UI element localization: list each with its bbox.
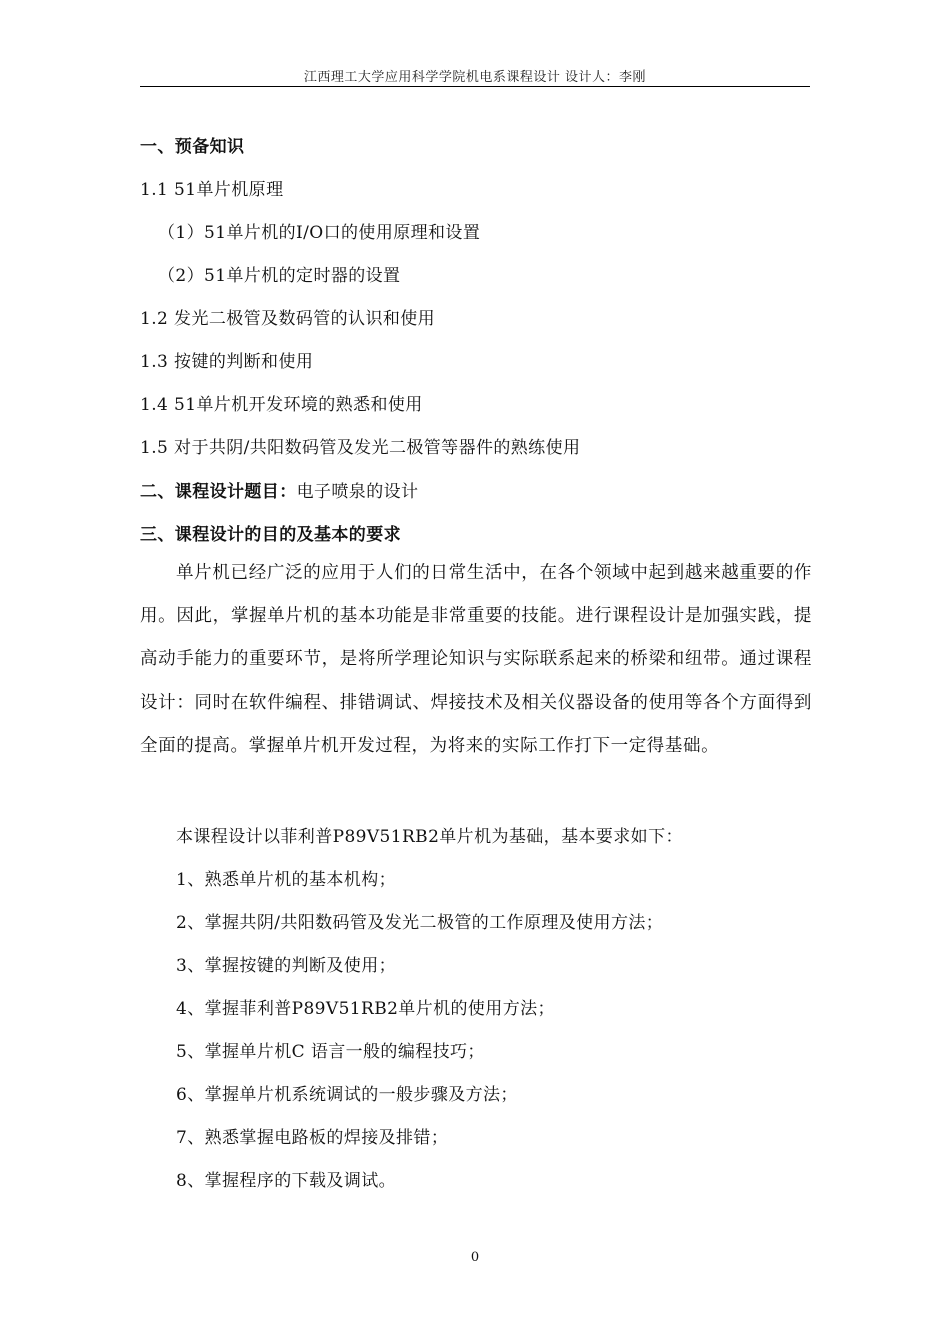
requirement-item: 6、掌握单片机系统调试的一般步骤及方法； [176,1085,518,1105]
requirement-item: 4、掌握菲利普P89V51RB2单片机的使用方法； [176,999,555,1019]
page-number: 0 [470,1250,480,1265]
section-2 [140,477,418,502]
section-2-label: 二、课程设计题目： [140,482,297,502]
body-paragraph-2: 本课程设计以菲利普P89V51RB2单片机为基础，基本要求如下： [176,827,683,847]
requirement-item: 3、掌握按键的判断及使用； [176,956,397,976]
section-2-value: 电子喷泉的设计 [296,482,419,502]
section-3-title: 三、课程设计的目的及基本的要求 [140,525,401,545]
section-1-5: 1.5 对于共阴/共阳数码管及发光二极管等器件的熟练使用 [140,438,581,458]
requirement-item: 7、熟悉掌握电路板的焊接及排错； [176,1128,449,1148]
section-1-1-b: （2）51单片机的定时器的设置 [158,266,401,286]
section-1-2: 1.2 发光二极管及数码管的认识和使用 [140,309,436,329]
section-1-1: 1.1 51单片机原理 [140,180,284,200]
section-1-title: 一、预备知识 [140,137,245,157]
requirement-item: 2、掌握共阴/共阳数码管及发光二极管的工作原理及使用方法； [176,913,664,933]
section-1-1-a: （1）51单片机的I/O口的使用原理和设置 [158,223,481,243]
page-header: 江西理工大学应用科学学院机电系课程设计 设计人：李刚 [303,70,647,85]
body-paragraph-1: 单片机已经广泛的应用于人们的日常生活中，在各个领域中起到越来越重要的作用。因此，掌握单片机的基本功能是非常重要的技能。进行课程设计是加强实践，提高动手能力的重要环节，是将所学理论知识与实际联系起来的桥梁和纽带。通过课程设计：同时在软件编程、排错调试、焊接技术及相关仪器设备的使用等各个方面得到全面的提高。掌握单片机开发过程，为将来的实际工作打下一定得基础。 [140,563,812,756]
section-1-4: 1.4 51单片机开发环境的熟悉和使用 [140,395,423,415]
requirement-item: 8、掌握程序的下载及调试。 [176,1171,397,1191]
requirement-item: 5、掌握单片机C 语言一般的编程技巧； [176,1042,485,1062]
section-1-3: 1.3 按键的判断和使用 [140,352,314,372]
requirement-item: 1、熟悉单片机的基本机构； [176,870,397,890]
header-rule [140,86,810,87]
